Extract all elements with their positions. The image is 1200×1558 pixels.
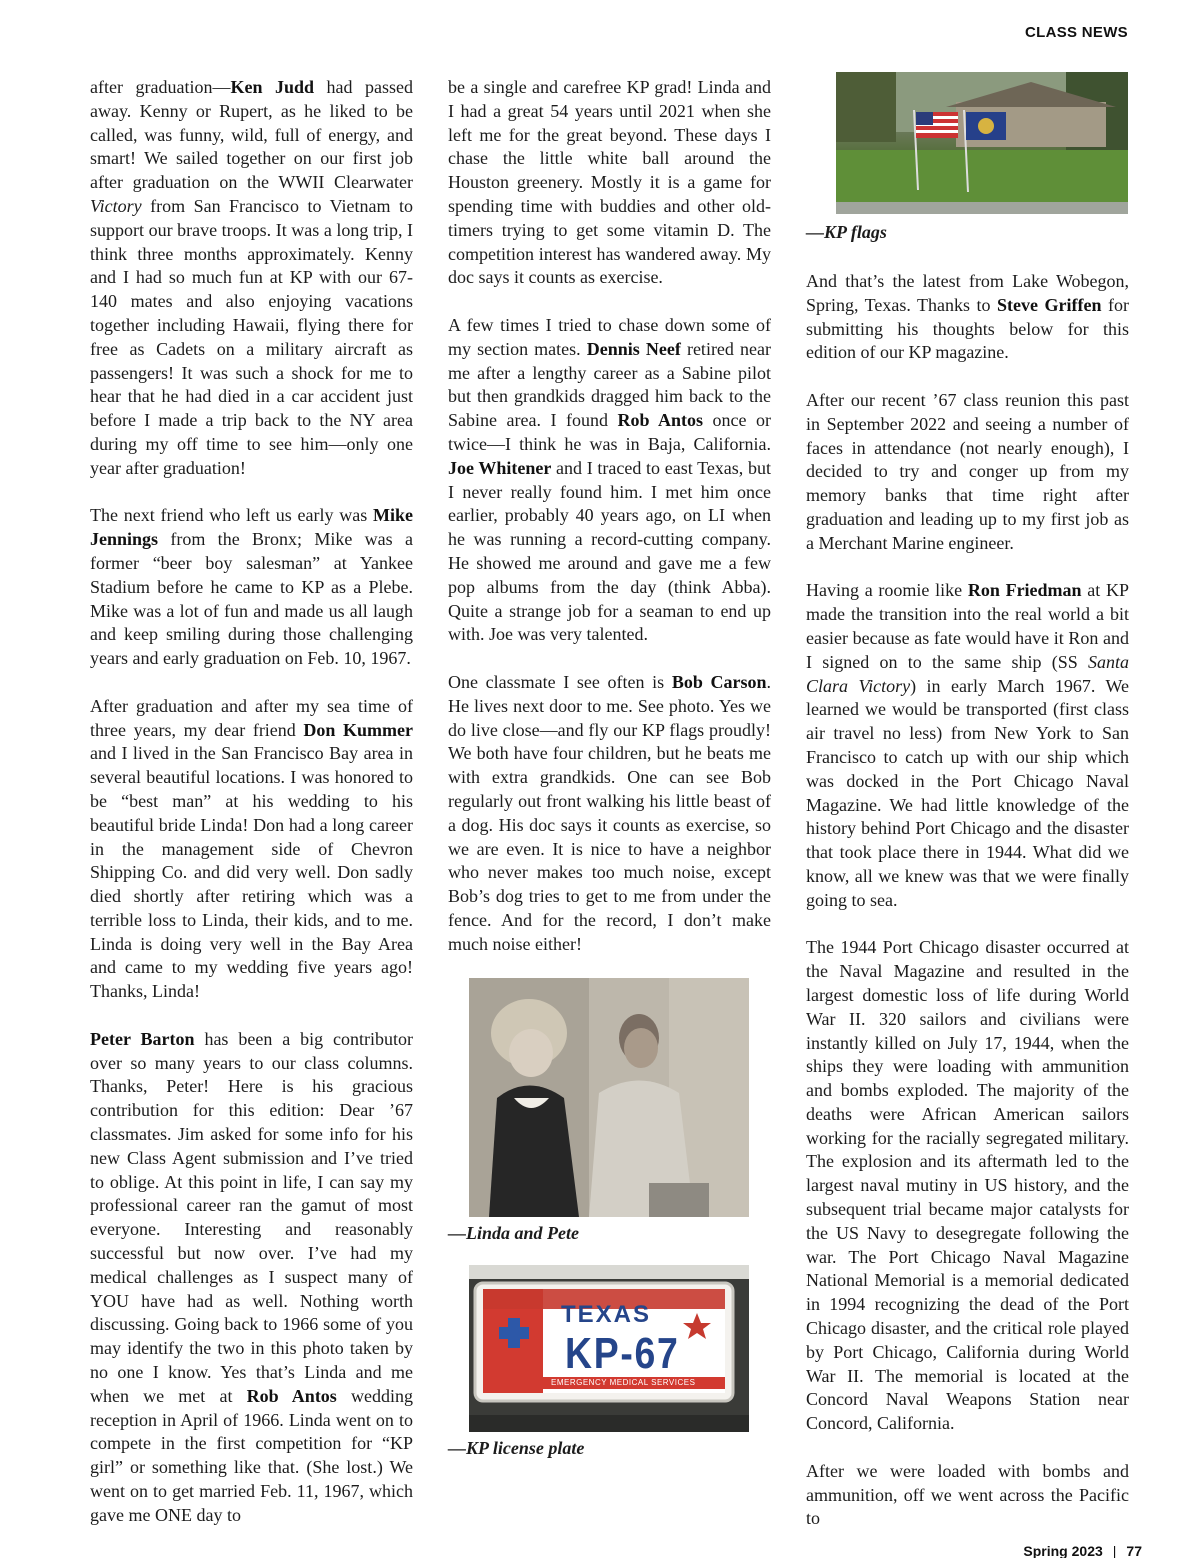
- plate-number-text: KP-67: [565, 1329, 680, 1378]
- kp-license-plate-caption: —KP license plate: [448, 1438, 585, 1458]
- column-1: [90, 76, 413, 1528]
- paragraph: After our recent ’67 class reunion this past in September 2022 and seeing a number of faces in attendance (not nearly enough), I decided to try and conger up from my memory banks that time right after graduation and leading up to my first job as a Merchant Marine engineer.: [806, 389, 1129, 553]
- paragraph: After graduation and after my sea time of three years, my dear friend Don Kummer and I lived in the San Francisco Bay area in several beautiful locations. I was honored to be “best man” at his wedding to his beautiful bride Linda! Don had a long career in the management side of Chevron Shipping Co. and did very well. Don sadly died shortly after retiring which was a terrible loss to Linda, their kids, and to me. Linda is doing very well in the Bay Area and came to my wedding five years ago! Thanks, Linda!: [90, 695, 413, 1002]
- paragraph: after graduation—Ken Judd had passed away. Kenny or Rupert, as he liked to be called, was funny, wild, full of energy, and smart! We sailed together on our first job after graduation on the WWII Clearwater Victory from San Francisco to Vietnam to support our brave troops. It was a long trip, I think three months approximately. Kenny and I had so much fun at KP with our 67-140 mates and also enjoying vacations together including Hawaii, flying there for free as Cadets on a military aircraft as passengers! It was such a shock for me to hear that he had died in a car accident just before I made a trip back to the NY area during my off time to see him—only one year after graduation!: [90, 77, 413, 478]
- footer-separator: |: [1112, 1543, 1117, 1558]
- paragraph: The 1944 Port Chicago disaster occurred at the Naval Magazine and resulted in the largest domestic loss of life during World War II. 320 sailors and civilians were instantly killed on July 17, 1944, when the ships they were loading with ammunition and bombs exploded. The majority of the deaths were African American sailors working for the racially segregated military. The explosion and its aftermath led to the largest naval mutiny in US history, and the subsequent trial became major catalysts for the US Navy to desegregate following the war. The Port Chicago Naval Magazine National Memorial is a memorial dedicated in 1994 recognizing the dead of the Port Chicago disaster, and the critical role played by Port Chicago, California during World War II. The memorial is located at the Concord Naval Weapons Station near Concord, California.: [806, 937, 1129, 1434]
- linda-and-pete-photo: [469, 978, 749, 1217]
- section-label: CLASS NEWS: [1024, 24, 1128, 41]
- issue-label: Spring 2023: [1023, 1543, 1103, 1558]
- linda-and-pete-caption: —Linda and Pete: [448, 1223, 579, 1243]
- page-number: 77: [1126, 1543, 1142, 1558]
- page-footer: [1023, 1543, 1142, 1558]
- paragraph: And that’s the latest from Lake Wobegon, Spring, Texas. Thanks to Steve Griffen for submitting his thoughts below for this edition of our KP magazine.: [806, 271, 1129, 363]
- paragraph: One classmate I see often is Bob Carson. He lives next door to me. See photo. Yes we do live close—and fly our KP flags proudly! We both have four children, but he beats me with extra grandkids. One can see Bob regularly out front walking his little beast of a dog. His doc says it counts as exercise, so we are even. It is nice to have a neighbor who never makes too much noise, except Bob’s dog tries to get to me from under the fence. And for the record, I don’t make much noise either!: [448, 671, 771, 954]
- kp-license-plate-photo: [469, 1265, 749, 1432]
- paragraph: Having a roomie like Ron Friedman at KP made the transition into the real world a bit easier because as fate would have it Ron and I signed on to the same ship (SS Santa Clara Victory) in early March 1967. We learned we would be transported (first class air travel no less) from New York to San Francisco to catch up with our ship which was docked in the Port Chicago Naval Magazine. We had little knowledge of the history behind Port Chicago and the disaster that took place there in 1944. What did we know, all we knew was that we were finally going to sea.: [806, 580, 1129, 910]
- paragraph: Peter Barton has been a big contributor over so many years to our class columns. Thanks, Peter! Here is his gracious contribution for this edition: Dear ’67 classmates. Jim asked for some info for his new Class Agent submission and I’ve tried to oblige. At this point in life, I can say my professional career ran the gamut of most everyone. Interesting and reasonably successful but now over. I’ve had my medical challenges as I suspect many of YOU have had as well. Nothing worth discussing. Going back to 1966 some of you may identify the two in this photo taken by no one I know. Yes that’s Linda and me when we met at Rob Antos wedding reception in April of 1966. Linda went on to compete in the first competition for “KP girl” or something like that. (She lost.) We went on to get married Feb. 11, 1967, which gave me ONE day to: [90, 1028, 413, 1525]
- kp-flags-caption: —KP flags: [806, 222, 887, 242]
- paragraph: be a single and carefree KP grad! Linda and I had a great 54 years until 2021 when she left me for the great beyond. These days I chase the little white ball around the Houston greenery. Mostly it is a game for spending time with buddies and other old-timers trying to get some vitamin D. The competition interest has wandered away. My doc says it counts as exercise.: [448, 77, 771, 288]
- flags-scene-icon: [836, 72, 1128, 214]
- paragraph: After we were loaded with bombs and ammunition, off we went across the Pacific to: [806, 1460, 1129, 1529]
- plate-strip-text: EMERGENCY MEDICAL SERVICES: [551, 1378, 696, 1387]
- paragraph: The next friend who left us early was Mike Jennings from the Bronx; Mike was a former “beer boy salesman” at Yankee Stadium before he came to KP as a Plebe. Mike was a lot of fun and made us all laugh and keep smiling during those challenging years and early graduation on Feb. 10, 1967.: [90, 505, 413, 669]
- kp-flags-photo: [836, 72, 1128, 214]
- column-3: [806, 270, 1129, 1531]
- couple-photo-icon: [469, 978, 749, 1217]
- plate-state-text: TEXAS: [561, 1301, 652, 1328]
- paragraph: A few times I tried to chase down some of my section mates. Dennis Neef retired near me after a lengthy career as a Sabine pilot but then grandkids dragged him back to the Sabine area. I found Rob Antos once or twice—I think he was in Baja, California. Joe Whitener and I traced to east Texas, but I never really found him. I met him once earlier, probably 40 years ago, on LI when he was running a record-cutting company. He showed me around and gave me a few pop albums from the day (think Abba). Quite a strange job for a seaman to end up with. Joe was very talented.: [448, 314, 771, 645]
- column-2: [448, 76, 771, 956]
